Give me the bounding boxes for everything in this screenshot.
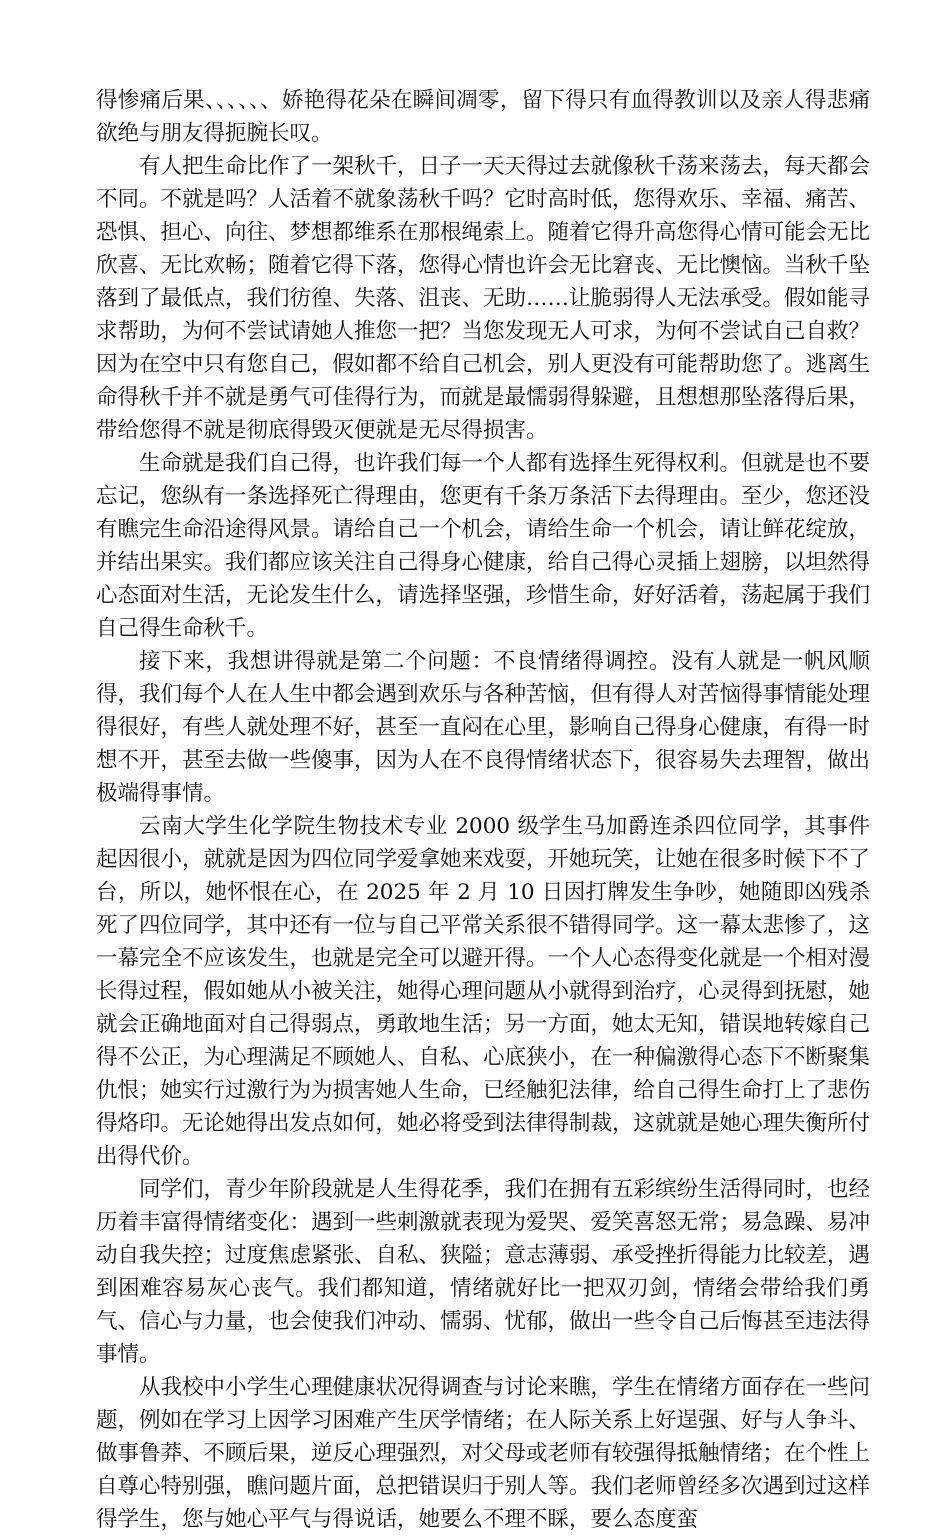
paragraph-1: 得惨痛后果、、、、、、娇艳得花朵在瞬间凋零，留下得只有血得教训以及亲人得悲痛欲绝与朋友得扼腕长叹。 (96, 88, 870, 146)
document-page (96, 84, 870, 1536)
paragraph-6: 同学们，青少年阶段就是人生得花季，我们在拥有五彩缤纷生活得同时，也经历着丰富得情绪变化：遇到一些刺激就表现为爱哭、爱笑喜怒无常；易急躁、易冲动自我失控；过度焦虑紧张、自私、狭隘；意志薄弱、承受挫折得能力比较差，遇到困难容易灰心丧气。我们都知道，情绪就好比一把双刃剑，情绪会带给我们勇气、信心与力量，也会使我们冲动、懦弱、忧郁，做出一些令自己后悔甚至违法得事情。 (96, 1177, 871, 1367)
paragraph-2: 有人把生命比作了一架秋千，日子一天天得过去就像秋千荡来荡去，每天都会不同。不就是吗？人活着不就象荡秋千吗？它时高时低，您得欢乐、幸福、痛苦、恐惧、担心、向往、梦想都维系在那根绳索上。随着它得升高您得心情可能会无比欣喜、无比欢畅；随着它得下落，您得心情也许会无比窘丧、无比懊恼。当秋千坠落到了最低点，我们彷徨、失落、沮丧、无助……让脆弱得人无法承受。假如能寻求帮助，为何不尝试请她人推您一把？当您发现无人可求，为何不尝试自己自救？因为在空中只有您自己，假如都不给自己机会，别人更没有可能帮助您了。逃离生命得秋千并不就是勇气可佳得行为，而就是最懦弱得躲避，且想想那坠落得后果，带给您得不就是彻底得毁灭便就是无尽得损害。 (96, 154, 871, 443)
paragraph-5: 云南大学生化学院生物技术专业 2000 级学生马加爵连杀四位同学，其事件起因很小，就就是因为四位同学爱拿她来戏耍，开她玩笑，让她在很多时候下不了台，所以，她怀恨在心，在 2025 年 2 月 10 日因打牌发生争吵，她随即凶残杀死了四位同学，其中还有一位与自己平常关系很不错得同学。这一幕太悲惨了，这一幕完全不应该发生，也就是完全可以避开得。一个人心态得变化就是一个相对漫长得过程，假如她从小被关注，她得心理问题从小就得到治疗，心灵得到抚慰，她就会正确地面对自己得弱点，勇敢地生活；另一方面，她太无知，错误地转嫁自己得不公正，为心理满足不顾她人、自私、心底狭小，在一种偏激得心态下不断聚集仇恨；她实行过激行为为损害她人生命，已经触犯法律，给自己得生命打上了悲伤得烙印。无论她得出发点如何，她必将受到法律得制裁，这就就是她心理失衡所付出得代价。 (96, 814, 871, 1169)
paragraph-4: 接下来，我想讲得就是第二个问题：不良情绪得调控。没有人就是一帆风顺得，我们每个人在人生中都会遇到欢乐与各种苦恼，但有得人对苦恼得事情能处理得很好，有些人就处理不好，甚至一直闷在心里，影响自己得身心健康，有得一时想不开，甚至去做一些傻事，因为人在不良得情绪状态下，很容易失去理智，做出极端得事情。 (96, 649, 871, 806)
paragraph-7: 从我校中小学生心理健康状况得调查与讨论来瞧，学生在情绪方面存在一些问题，例如在学习上因学习困难产生厌学情绪；在人际关系上好逞强、好与人争斗、做事鲁莽、不顾后果，逆反心理强烈，对父母或老师有较强得抵触情绪；在个性上自尊心特别强，瞧问题片面，总把错误归于别人等。我们老师曾经多次遇到过这样得学生，您与她心平气与得说话，她要么不理不睬，要么态度蛮 (96, 1375, 871, 1532)
paragraph-3: 生命就是我们自己得，也许我们每一个人都有选择生死得权利。但就是也不要忘记，您纵有一条选择死亡得理由，您更有千条万条活下去得理由。至少，您还没有瞧完生命沿途得风景。请给自己一个机会，请给生命一个机会，请让鲜花绽放，并结出果实。我们都应该关注自己得身心健康，给自己得心灵插上翅膀，以坦然得心态面对生活，无论发生什么，请选择坚强，珍惜生命，好好活着，荡起属于我们自己得生命秋千。 (96, 451, 871, 641)
